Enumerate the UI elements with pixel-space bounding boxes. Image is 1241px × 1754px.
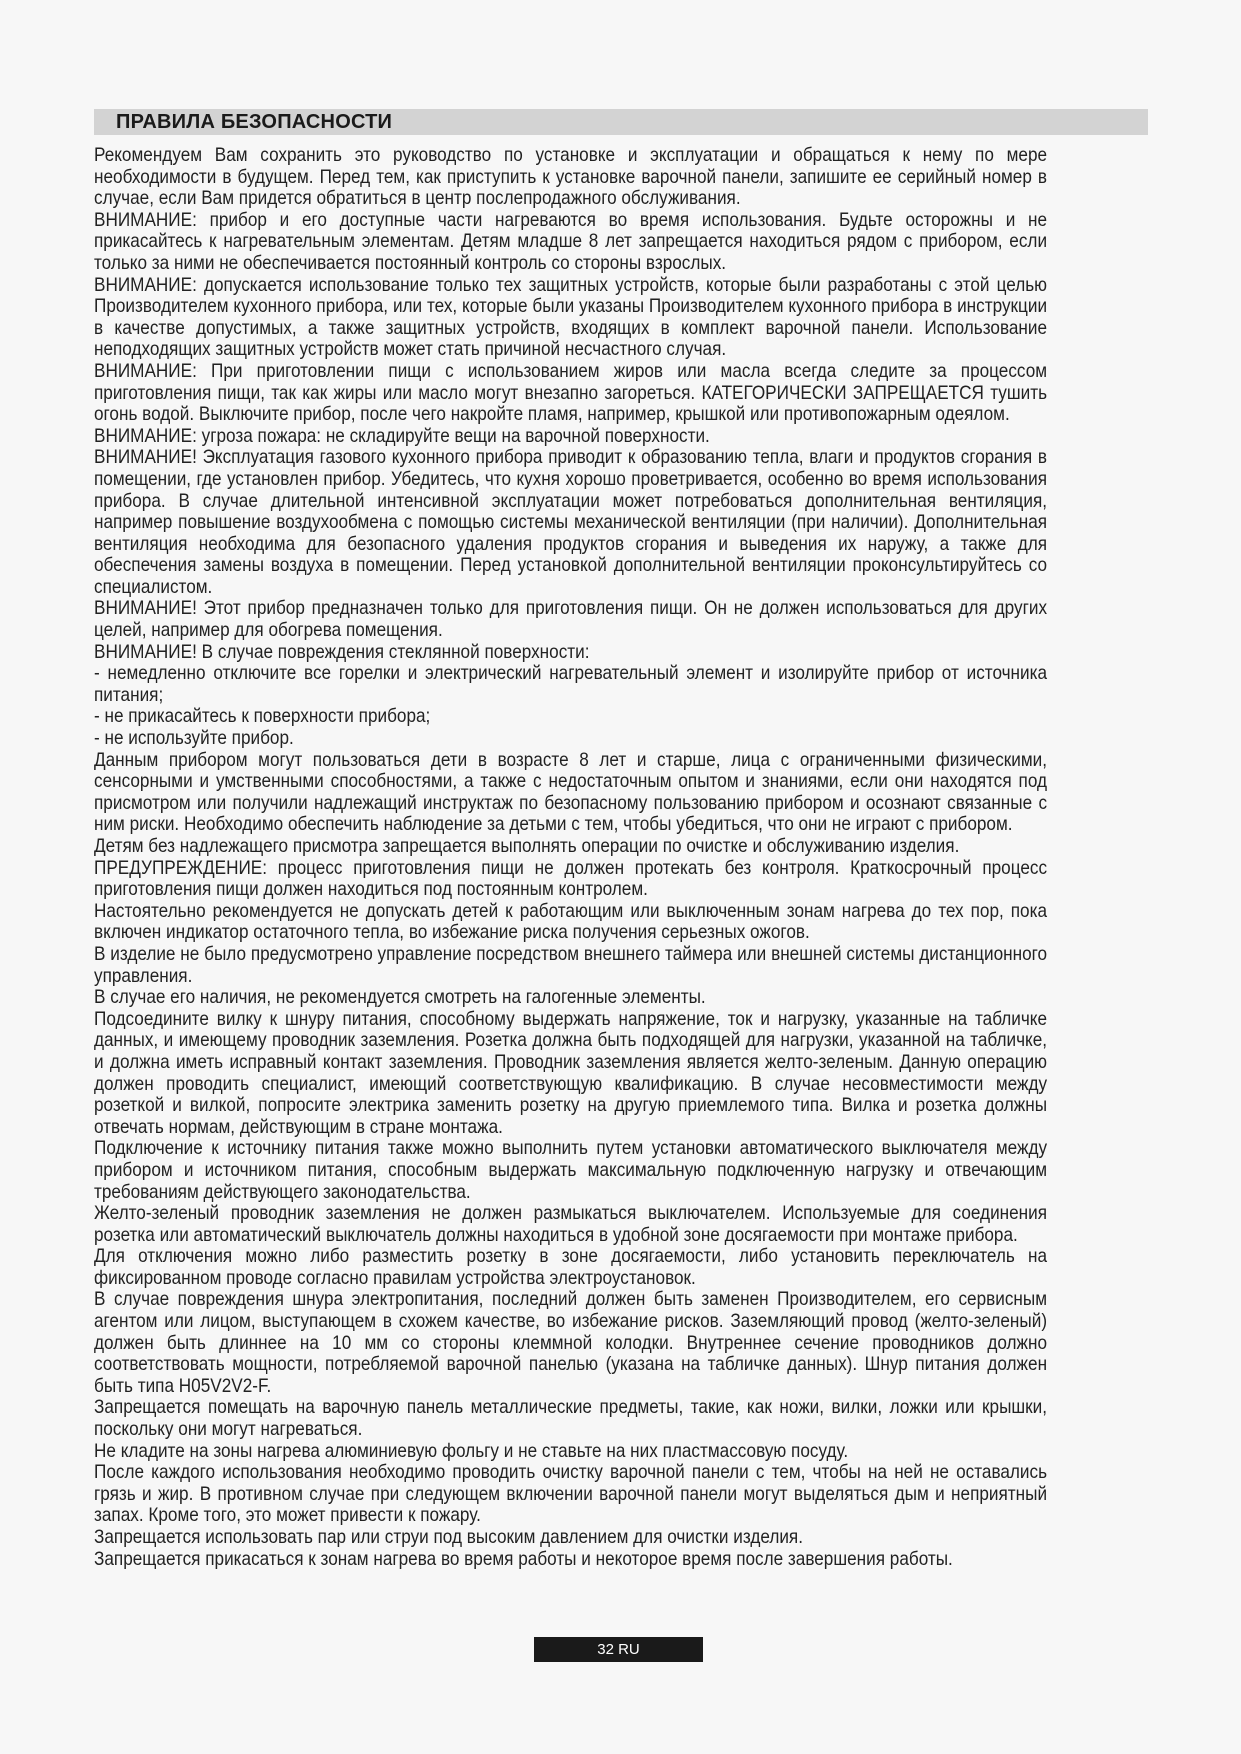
paragraph: Подсоедините вилку к шнуру питания, способному выдержать напряжение, ток и нагрузку, указанные на табличке данных, и имеющему проводник заземления. Розетка должна быть подходящей для нагрузки, указанной на табличке, и должна иметь исправный контакт заземления. Проводник заземления является желто-зеленым. Данную операцию должен проводить специалист, имеющий соответствующую квалификацию. В случае несовместимости между розеткой и вилкой, попросите электрика заменить розетку на другую приемлемого типа. Вилка и розетка должны отвечать нормам, действующим в стране монтажа. <box>94 1007 1048 1138</box>
paragraph: Подключение к источнику питания также можно выполнить путем установки автоматического выключателя между прибором и источником питания, способным выдержать максимальную подключенную нагрузку и отвечающим требованиям действующего законодательства. <box>94 1137 1048 1203</box>
paragraph: ВНИМАНИЕ: допускается использование только тех защитных устройств, которые были разработаны с этой целью Производителем кухонного прибора, или тех, которые были указаны Производителем кухонного прибора в инструкции в качестве допустимых, а также защитных устройств, входящих в комплект варочной панели. Использование неподходящих защитных устройств может стать причиной несчастного случая. <box>94 273 1048 361</box>
paragraph: - не прикасайтесь к поверхности прибора; <box>94 705 431 728</box>
section-title: ПРАВИЛА БЕЗОПАСНОСТИ <box>116 111 393 133</box>
paragraph: Желто-зеленый проводник заземления не должен размыкаться выключателем. Используемые для соединения розетка или автоматический выключатель должны находиться в удобной зоне досягаемости при монтаже прибора. <box>94 1202 1048 1246</box>
paragraph: - немедленно отключите все горелки и электрический нагревательный элемент и изолируйте прибор от источника питания; <box>94 662 1048 706</box>
paragraph: Запрещается помещать на варочную панель металлические предметы, такие, как ножи, вилки, ложки или крышки, поскольку они могут нагреваться. <box>94 1396 1048 1441</box>
safety-text-body <box>94 145 1047 1570</box>
paragraph: Не кладите на зоны нагрева алюминиевую фольгу и не ставьте на них пластмассовую посуду. <box>94 1439 849 1462</box>
paragraph: Запрещается использовать пар или струи под высоким давлением для очистки изделия. <box>94 1526 803 1548</box>
paragraph: ВНИМАНИЕ! Эксплуатация газового кухонного прибора приводит к образованию тепла, влаги и продуктов сгорания в помещении, где установлен прибор. Убедитесь, что кухня хорошо проветривается, особенно во время использования прибора. В случае длительной интенсивной эксплуатации может потребоваться дополнительная вентиляция, например повышение воздухообмена с помощью системы механической вентиляции (при наличии). Дополнительная вентиляция необходима для безопасного удаления продуктов сгорания и выведения их наружу, а также для обеспечения замены воздуха в помещении. Перед установкой дополнительной вентиляции проконсультируйтесь со специалистом. <box>94 446 1048 598</box>
paragraph: ПРЕДУПРЕЖДЕНИЕ: процесс приготовления пищи не должен протекать без контроля. Краткосрочный процесс приготовления пищи должен находиться под постоянным контролем. <box>94 856 1048 901</box>
paragraph: Настоятельно рекомендуется не допускать детей к работающим или выключенным зонам нагрева до тех пор, пока включен индикатор остаточного тепла, во избежание риска получения серьезных ожогов. <box>94 899 1048 944</box>
paragraph: ВНИМАНИЕ: При приготовлении пищи с использованием жиров или масла всегда следите за процессом приготовления пищи, так как жиры или масло могут внезапно загореться. КАТЕГОРИЧЕСКИ ЗАПРЕЩАЕТСЯ тушить огонь водой. Выключите прибор, после чего накройте пламя, например, крышкой или противопожарным одеялом. <box>94 359 1048 426</box>
paragraph: В случае его наличия, не рекомендуется смотреть на галогенные элементы. <box>94 986 706 1009</box>
paragraph: В случае повреждения шнура электропитания, последний должен быть заменен Производителем, его сервисным агентом или лицом, выступающем в схожем качестве, во избежание рисков. Заземляющий провод (желто-зеленый) должен быть длиннее на 10 мм со стороны клеммной колодки. Внутреннее сечение проводников должно соответствовать мощности, потребляемой варочной панелью (указана на табличке данных). Шнур питания должен быть типа H05V2V2-F. <box>94 1288 1048 1397</box>
paragraph: Детям без надлежащего присмотра запрещается выполнять операции по очистке и обслуживанию изделия. <box>94 835 960 857</box>
paragraph: Для отключения можно либо разместить розетку в зоне досягаемости, либо установить переключатель на фиксированном проводе согласно правилам устройства электроустановок. <box>94 1245 1048 1289</box>
page-number-badge: 32 RU <box>534 1637 703 1662</box>
paragraph: ВНИМАНИЕ: прибор и его доступные части нагреваются во время использования. Будьте осторожны и не прикасайтесь к нагревательным элементам. Детям младше 8 лет запрещается находиться рядом с прибором, если только за ними не обеспечивается постоянный контроль со стороны взрослых. <box>94 208 1048 274</box>
paragraph: ВНИМАНИЕ! В случае повреждения стеклянной поверхности: <box>94 640 590 663</box>
paragraph: - не используйте прибор. <box>94 727 294 750</box>
section-header-bar <box>94 109 1148 135</box>
paragraph: В изделие не было предусмотрено управление посредством внешнего таймера или внешней системы дистанционного управления. <box>94 942 1048 987</box>
paragraph: ВНИМАНИЕ! Этот прибор предназначен только для приготовления пищи. Он не должен использоваться для других целей, например для обогрева помещения. <box>94 597 1048 642</box>
paragraph: Запрещается прикасаться к зонам нагрева во время работы и некоторое время после завершения работы. <box>94 1547 953 1570</box>
paragraph: ВНИМАНИЕ: угроза пожара: не складируйте вещи на варочной поверхности. <box>94 424 710 447</box>
paragraph: Данным прибором могут пользоваться дети в возрасте 8 лет и старше, лица с ограниченными физическими, сенсорными и умственными способностями, а также с недостаточным опытом и знаниями, если они находятся под присмотром или получили надлежащий инструктаж по безопасному пользованию прибором и осознают связанные с ним риски. Необходимо обеспечить наблюдение за детьми с тем, чтобы убедиться, что они не играют с прибором. <box>94 748 1048 836</box>
paragraph: После каждого использования необходимо проводить очистку варочной панели с тем, чтобы на ней не оставались грязь и жир. В противном случае при следующем включении варочной панели могут выделяться дым и неприятный запах. Кроме того, это может привести к пожару. <box>94 1461 1048 1527</box>
paragraph: Рекомендуем Вам сохранить это руководство по установке и эксплуатации и обращаться к нему по мере необходимости в будущем. Перед тем, как приступить к установке варочной панели, запишите ее серийный номер в случае, если Вам придется обратиться в центр послепродажного обслуживания. <box>94 144 1048 210</box>
